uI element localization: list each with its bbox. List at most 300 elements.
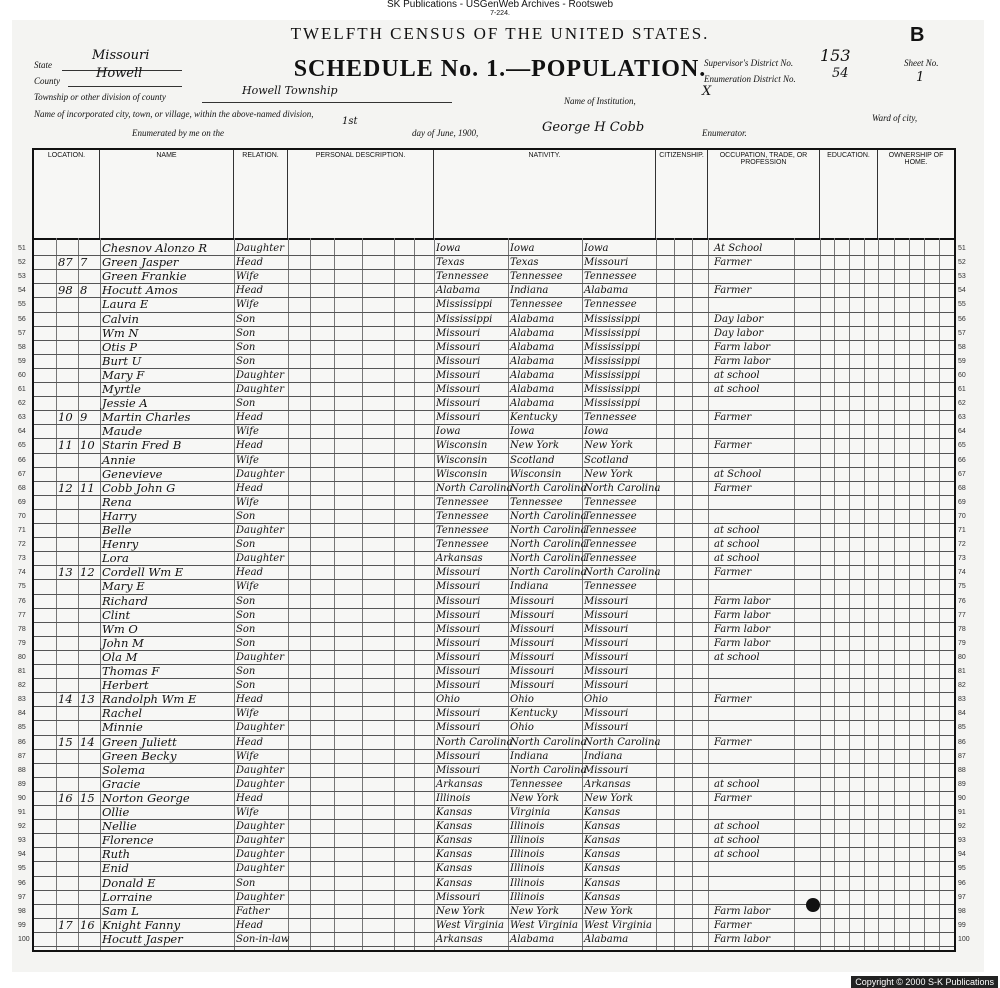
cell-relation: Wife: [236, 581, 259, 593]
row-number: 90: [958, 794, 966, 802]
supervisor-value: 153: [820, 46, 851, 65]
cell-name: Thomas F: [102, 664, 160, 678]
row-rule: [34, 467, 954, 468]
row-number: 76: [18, 597, 26, 605]
cell-birthplace: Missouri: [436, 595, 481, 607]
row-number: 99: [958, 921, 966, 929]
cell-mother: Mississippi: [584, 355, 641, 367]
cell-relation: Wife: [236, 708, 259, 720]
cell-mother: Iowa: [584, 243, 609, 254]
row-number: 82: [958, 682, 966, 690]
cell-name: Enid: [102, 861, 129, 876]
row-number: 63: [958, 414, 966, 422]
cell-name: Donald E: [102, 875, 156, 890]
row-number: 94: [958, 851, 966, 859]
cell-name: Wm N: [102, 325, 139, 340]
row-rule: [34, 833, 954, 834]
row-rule: [34, 777, 954, 778]
cell-father: Missouri: [510, 651, 555, 663]
cell-family: 15: [80, 790, 95, 805]
row-number: 86: [18, 738, 26, 746]
cell-birthplace: Ohio: [436, 694, 460, 706]
row-rule: [34, 326, 954, 327]
cell-father: Alabama: [510, 341, 555, 353]
cell-name: Lora: [102, 551, 129, 566]
cell-birthplace: Kansas: [436, 849, 473, 861]
row-number: 60: [958, 371, 966, 379]
cell-occupation: Farm labor: [714, 933, 771, 945]
cell-mother: Kansas: [584, 891, 621, 903]
row-number: 69: [18, 498, 26, 506]
cell-occupation: Farm labor: [714, 637, 771, 649]
row-number: 80: [18, 653, 26, 661]
cell-father: Alabama: [510, 355, 555, 367]
cell-dwelling: 13: [58, 565, 73, 580]
cell-birthplace: Missouri: [436, 327, 481, 339]
cell-name: John M: [102, 635, 144, 650]
row-number: 67: [958, 470, 966, 478]
cell-mother: New York: [584, 905, 633, 917]
cell-mother: Missouri: [584, 623, 629, 635]
cell-father: Missouri: [510, 666, 555, 677]
cell-name: Martin Charles: [102, 410, 191, 425]
row-number: 59: [958, 357, 966, 365]
cell-birthplace: Arkansas: [436, 553, 483, 565]
row-number: 51: [18, 245, 26, 252]
cell-birthplace: Iowa: [436, 426, 461, 438]
row-number: 55: [18, 301, 26, 309]
cell-father: Ohio: [510, 722, 534, 734]
cell-birthplace: Tennessee: [436, 539, 489, 551]
cell-father: Tennessee: [510, 778, 563, 790]
row-rule: [34, 523, 954, 524]
col-relation: RELATION.: [234, 150, 288, 238]
row-rule: [34, 368, 954, 369]
row-rule: [34, 340, 954, 341]
row-number: 70: [18, 512, 26, 520]
township-label: Township or other division of county: [34, 92, 166, 102]
state-value: Missouri: [92, 48, 150, 63]
row-number: 67: [18, 470, 26, 478]
row-number: 64: [958, 428, 966, 436]
cell-birthplace: Missouri: [436, 708, 481, 720]
census-title: TWELFTH CENSUS OF THE UNITED STATES.: [290, 24, 710, 43]
cell-dwelling: 98: [58, 283, 73, 298]
township-value: Howell Township: [242, 84, 338, 97]
row-number: 75: [958, 583, 966, 591]
cell-mother: North Carolina: [584, 482, 661, 494]
cell-relation: Daughter: [236, 764, 284, 776]
row-number: 74: [958, 569, 966, 577]
cell-father: Texas: [510, 257, 539, 269]
cell-relation: Wife: [236, 299, 259, 311]
cell-relation: Son: [236, 341, 256, 353]
cell-name: Hocutt Amos: [102, 283, 178, 298]
cell-relation: Head: [236, 694, 264, 706]
row-number: 68: [958, 484, 966, 492]
cell-father: Tennessee: [510, 271, 563, 283]
cell-family: 11: [80, 480, 95, 495]
cell-mother: Missouri: [584, 722, 629, 734]
cell-mother: Missouri: [584, 666, 629, 677]
cell-name: Harry: [102, 508, 137, 523]
supervisor-label: Supervisor's District No.: [704, 58, 794, 68]
cell-birthplace: Tennessee: [436, 271, 489, 283]
cell-birthplace: Iowa: [436, 243, 461, 254]
cell-occupation: Farmer: [714, 919, 752, 931]
cell-name: Cobb John G: [102, 480, 176, 495]
cell-father: Illinois: [510, 877, 545, 889]
cell-dwelling: 17: [58, 917, 73, 932]
row-number: 95: [18, 865, 26, 873]
population-table: [18, 148, 970, 952]
row-number: 65: [18, 442, 26, 450]
enumerated-label: Enumerated by me on the: [132, 128, 224, 138]
row-number: 92: [18, 823, 26, 831]
cell-occupation: at school: [714, 369, 760, 381]
cell-father: West Virginia: [510, 919, 578, 931]
cell-relation: Daughter: [236, 525, 284, 536]
row-number: 78: [18, 625, 26, 633]
cell-name: Belle: [102, 523, 132, 537]
cell-birthplace: Missouri: [436, 567, 481, 579]
cell-father: Kentucky: [510, 708, 558, 720]
cell-relation: Son: [236, 609, 256, 621]
row-number: 83: [958, 696, 966, 704]
sheet-letter: B: [910, 24, 925, 46]
cell-father: Scotland: [510, 454, 555, 466]
row-rule: [34, 509, 954, 510]
cell-father: Illinois: [510, 835, 545, 847]
cell-relation: Daughter: [236, 243, 284, 254]
row-number: 77: [958, 611, 966, 619]
cell-dwelling: 87: [58, 255, 73, 270]
cell-mother: Tennessee: [584, 299, 637, 311]
cell-dwelling: 15: [58, 734, 73, 749]
cell-name: Ola M: [102, 649, 138, 664]
cell-occupation: at School: [714, 468, 762, 480]
cell-father: Alabama: [510, 369, 555, 381]
cell-occupation: Farmer: [714, 285, 752, 297]
cell-mother: Tennessee: [584, 271, 637, 283]
cell-relation: Head: [236, 919, 264, 931]
row-number: 82: [18, 682, 26, 690]
cell-mother: Tennessee: [584, 496, 637, 508]
cell-father: North Carolina: [510, 567, 587, 579]
row-number: 61: [18, 386, 26, 393]
cell-mother: Missouri: [584, 708, 629, 720]
cell-family: 7: [80, 255, 88, 270]
row-number: 54: [18, 287, 26, 295]
cell-relation: Head: [236, 792, 264, 804]
cell-mother: Tennessee: [584, 510, 637, 522]
cell-relation: Wife: [236, 454, 259, 466]
cell-name: Lorraine: [102, 889, 153, 904]
cell-relation: Wife: [236, 426, 259, 438]
cell-dwelling: 10: [58, 410, 73, 425]
cell-occupation: Farm labor: [714, 341, 771, 353]
archive-banner: SK Publications - USGenWeb Archives - Rootsweb: [386, 0, 614, 10]
row-number: 58: [958, 343, 966, 351]
cell-birthplace: Missouri: [436, 609, 481, 621]
row-rule: [34, 720, 954, 721]
cell-name: Richard: [102, 593, 148, 608]
cell-mother: Mississippi: [584, 369, 641, 381]
row-number: 77: [18, 611, 26, 619]
row-number: 62: [18, 400, 26, 408]
row-number: 78: [958, 625, 966, 633]
row-rule: [34, 312, 954, 313]
row-number: 99: [18, 921, 26, 929]
cell-name: Chesnov Alonzo R: [102, 241, 208, 255]
cell-relation: Son: [236, 877, 256, 889]
row-number: 100: [18, 935, 30, 943]
cell-name: Maude: [102, 424, 143, 439]
row-number: 66: [958, 456, 966, 464]
cell-occupation: at school: [714, 835, 760, 847]
row-number: 84: [18, 710, 26, 718]
cell-father: Missouri: [510, 637, 555, 649]
enumeration-label: Enumeration District No.: [704, 74, 796, 84]
row-rule: [34, 424, 954, 425]
cell-relation: Wife: [236, 271, 259, 283]
cell-mother: Kansas: [584, 863, 621, 875]
institution-label: Name of Institution,: [564, 96, 636, 106]
row-number: 86: [958, 738, 966, 746]
cell-father: New York: [510, 905, 559, 917]
cell-mother: Iowa: [584, 426, 609, 438]
cell-birthplace: Tennessee: [436, 496, 489, 508]
enumerator-name: George H Cobb: [542, 120, 645, 135]
cell-birthplace: Missouri: [436, 637, 481, 649]
cell-mother: North Carolina: [584, 736, 661, 748]
county-label: County: [34, 76, 60, 86]
row-number: 55: [958, 301, 966, 309]
cell-father: Illinois: [510, 863, 545, 875]
row-rule: [34, 354, 954, 355]
cell-birthplace: Kansas: [436, 877, 473, 889]
cell-relation: Son: [236, 510, 256, 522]
cell-relation: Daughter: [236, 821, 284, 833]
row-number: 93: [18, 837, 26, 845]
cell-birthplace: New York: [436, 905, 485, 917]
row-number: 72: [18, 541, 26, 549]
cell-birthplace: Missouri: [436, 623, 481, 635]
row-rule: [34, 706, 954, 707]
cell-mother: Tennessee: [584, 525, 637, 536]
incorporated-value: X: [702, 84, 712, 99]
row-number: 73: [18, 555, 26, 563]
cell-name: Knight Fanny: [102, 917, 181, 932]
cell-name: Mary E: [102, 579, 145, 594]
cell-relation: Daughter: [236, 369, 284, 381]
enumeration-value: 54: [832, 66, 849, 81]
row-rule: [34, 551, 954, 552]
row-rule: [34, 495, 954, 496]
cell-relation: Head: [236, 736, 264, 748]
row-number: 84: [958, 710, 966, 718]
row-rule: [34, 819, 954, 820]
col-ownership: OWNERSHIP OF HOME.: [888, 152, 944, 166]
cell-mother: Kansas: [584, 807, 621, 818]
cell-name: Rena: [102, 494, 132, 509]
cell-birthplace: Kansas: [436, 821, 473, 833]
cell-father: North Carolina: [510, 736, 587, 748]
row-number: 97: [18, 893, 26, 901]
cell-mother: Tennessee: [584, 539, 637, 551]
cell-birthplace: Missouri: [436, 666, 481, 677]
row-number: 75: [18, 583, 26, 591]
cell-relation: Son: [236, 398, 256, 410]
row-number: 87: [18, 752, 26, 760]
row-number: 52: [18, 259, 26, 267]
cell-father: New York: [510, 792, 559, 804]
row-number: 81: [958, 668, 966, 675]
cell-relation: Son: [236, 355, 256, 367]
cell-name: Nellie: [102, 819, 137, 834]
cell-name: Norton George: [102, 790, 190, 805]
cell-father: Missouri: [510, 623, 555, 635]
cell-birthplace: Missouri: [436, 651, 481, 663]
cell-relation: Head: [236, 440, 264, 452]
row-rule: [34, 847, 954, 848]
cell-relation: Son-in-law: [236, 933, 290, 945]
cell-mother: North Carolina: [584, 567, 661, 579]
row-rule: [34, 453, 954, 454]
row-number: 91: [18, 809, 26, 816]
cell-name: Hocutt Jasper: [102, 931, 183, 946]
cell-mother: Mississippi: [584, 313, 641, 325]
cell-occupation: Farmer: [714, 694, 752, 706]
cell-relation: Daughter: [236, 891, 284, 903]
row-number: 57: [18, 329, 26, 337]
row-number: 74: [18, 569, 26, 577]
cell-mother: Alabama: [584, 933, 629, 945]
cell-father: Iowa: [510, 243, 535, 254]
row-number: 91: [958, 809, 966, 816]
cell-mother: Indiana: [584, 750, 623, 762]
cell-birthplace: Missouri: [436, 384, 481, 395]
row-number: 96: [958, 879, 966, 887]
cell-occupation: Farmer: [714, 792, 752, 804]
row-number: 98: [18, 907, 26, 915]
cell-occupation: Day labor: [714, 313, 764, 325]
cell-father: Missouri: [510, 609, 555, 621]
row-number: 54: [958, 287, 966, 295]
cell-birthplace: Missouri: [436, 341, 481, 353]
row-rule: [34, 622, 954, 623]
row-number: 70: [958, 512, 966, 520]
incorporated-label: Name of incorporated city, town, or village, within the above-named division,: [34, 109, 314, 119]
cell-birthplace: Kansas: [436, 863, 473, 875]
row-number: 83: [18, 696, 26, 704]
cell-birthplace: Mississippi: [436, 299, 493, 311]
row-number: 69: [958, 498, 966, 506]
row-number: 88: [18, 766, 26, 774]
cell-name: Jessie A: [102, 396, 148, 411]
enumerator-label: Enumerator.: [702, 128, 747, 138]
cell-birthplace: Missouri: [436, 369, 481, 381]
cell-relation: Daughter: [236, 835, 284, 847]
row-number: 65: [958, 442, 966, 450]
row-rule: [34, 537, 954, 538]
cell-name: Minnie: [102, 720, 143, 735]
cell-father: Indiana: [510, 750, 549, 762]
cell-father: Iowa: [510, 426, 535, 438]
cell-mother: Missouri: [584, 257, 629, 269]
cell-name: Clint: [102, 607, 131, 622]
cell-father: Missouri: [510, 595, 555, 607]
cell-name: Wm O: [102, 621, 138, 636]
cell-relation: Daughter: [236, 849, 284, 861]
ward-label: Ward of city,: [872, 113, 918, 123]
cell-mother: Kansas: [584, 877, 621, 889]
cell-father: Indiana: [510, 581, 549, 593]
row-rule: [34, 297, 954, 298]
cell-relation: Daughter: [236, 778, 284, 790]
cell-relation: Daughter: [236, 384, 284, 395]
form-number: 7-224.: [490, 10, 510, 17]
cell-occupation: Farmer: [714, 482, 752, 494]
row-number: 61: [958, 386, 966, 393]
cell-father: Illinois: [510, 821, 545, 833]
cell-mother: New York: [584, 792, 633, 804]
sheet-no-value: 1: [916, 70, 925, 85]
cell-family: 14: [80, 734, 95, 749]
cell-father: Tennessee: [510, 496, 563, 508]
cell-name: Cordell Wm E: [102, 565, 184, 580]
cell-father: Alabama: [510, 327, 555, 339]
cell-name: Ruth: [102, 847, 131, 862]
cell-birthplace: Wisconsin: [436, 468, 488, 480]
cell-mother: New York: [584, 468, 633, 480]
cell-name: Rachel: [102, 706, 143, 721]
cell-occupation: at school: [714, 821, 760, 833]
row-number: 52: [958, 259, 966, 267]
cell-dwelling: 11: [58, 438, 73, 453]
cell-name: Florence: [102, 833, 154, 848]
cell-relation: Son: [236, 327, 256, 339]
row-number: 56: [18, 315, 26, 323]
cell-father: Illinois: [510, 849, 545, 861]
row-number: 53: [18, 273, 26, 281]
cell-birthplace: Arkansas: [436, 778, 483, 790]
cell-mother: Mississippi: [584, 341, 641, 353]
row-number: 85: [958, 724, 966, 732]
row-number: 88: [958, 766, 966, 774]
row-number: 90: [18, 794, 26, 802]
row-rule: [34, 763, 954, 764]
cell-name: Sam L: [102, 903, 139, 918]
row-rule: [34, 805, 954, 806]
cell-relation: Daughter: [236, 468, 284, 480]
cell-father: North Carolina: [510, 525, 587, 536]
cell-relation: Son: [236, 666, 256, 677]
cell-family: 16: [80, 917, 95, 932]
cell-dwelling: 14: [58, 692, 73, 707]
row-number: 64: [18, 428, 26, 436]
cell-mother: Missouri: [584, 595, 629, 607]
cell-birthplace: Arkansas: [436, 933, 483, 945]
cell-father: Alabama: [510, 398, 555, 410]
cell-father: Ohio: [510, 694, 534, 706]
row-number: 68: [18, 484, 26, 492]
cell-relation: Son: [236, 595, 256, 607]
cell-birthplace: Missouri: [436, 355, 481, 367]
cell-occupation: Farm labor: [714, 595, 771, 607]
cell-occupation: At School: [714, 243, 763, 254]
cell-mother: Mississippi: [584, 327, 641, 339]
